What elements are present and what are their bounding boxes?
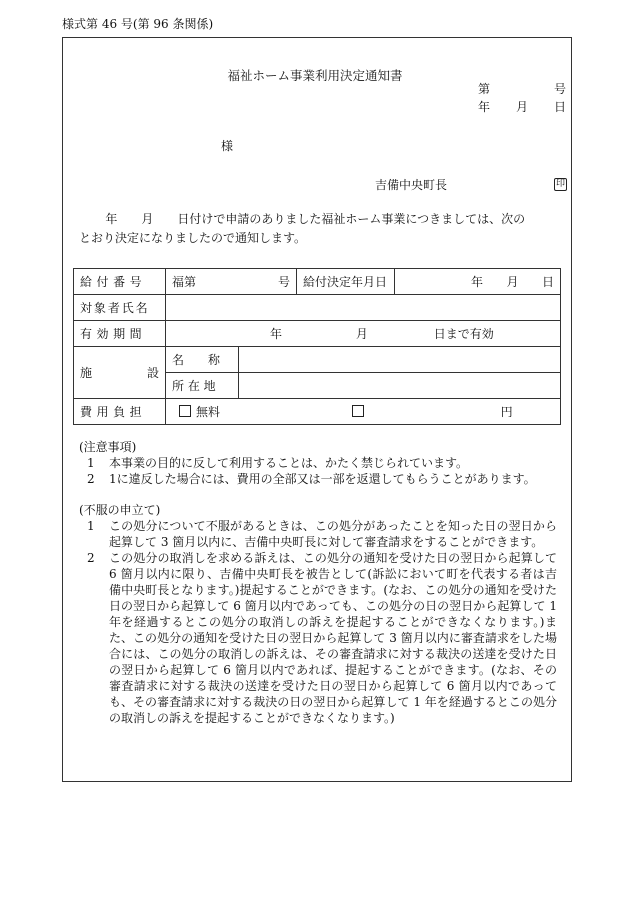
- list-item: [79, 518, 557, 550]
- kyufu-suffix: 号: [277, 275, 290, 289]
- recipient-suffix: 様: [221, 139, 234, 153]
- facility-name-label-cell: 名 称: [166, 347, 239, 373]
- period-label-cell: 有効期間: [74, 321, 166, 347]
- facility-label-2: 設: [146, 366, 159, 380]
- caution-item-text: 本事業の目的に反して利用することは、かたく禁じられています。: [109, 456, 469, 470]
- list-item: [79, 550, 557, 726]
- facility-name-value-cell[interactable]: [239, 347, 561, 373]
- name-value-cell[interactable]: [166, 295, 561, 321]
- kyufu-label-cell: 給付番号: [74, 269, 166, 295]
- facility-label-1: 施: [80, 366, 93, 380]
- document-title: 福祉ホーム事業利用決定通知書: [227, 68, 403, 83]
- table-row: [74, 295, 561, 321]
- table-row: [74, 399, 561, 425]
- caution-heading: (注意事項): [79, 440, 137, 454]
- intro-line-2: とおり決定になりましたので通知します。: [79, 231, 307, 245]
- decision-day: 日: [541, 275, 554, 289]
- yen-label: 円: [500, 405, 513, 419]
- sender-name: 吉備中央町長: [375, 178, 448, 192]
- intro-line-1: 年 月 日付けで申請のありました福祉ホーム事業につきましては、次の: [105, 212, 526, 226]
- free-checkbox[interactable]: [179, 405, 191, 417]
- appeal-item-number: 1: [87, 519, 95, 533]
- intro-paragraph: [79, 210, 557, 248]
- decision-month: 月: [506, 275, 519, 289]
- appeal-notes: [79, 502, 557, 726]
- decision-year: 年: [471, 275, 484, 289]
- caution-item-number: 2: [87, 472, 95, 486]
- document-date: [478, 98, 566, 115]
- period-value-cell[interactable]: [166, 321, 561, 347]
- details-table: [73, 268, 561, 425]
- form-number-label: 様式第 46 号(第 96 条関係): [62, 17, 214, 31]
- date-year: 年: [478, 100, 491, 114]
- document-number: [478, 80, 566, 97]
- date-month: 月: [515, 100, 528, 114]
- appeal-item-text: この処分の取消しを求める訴えは、この処分の通知を受けた日の翌日から起算して 6 箇月以内に限り、吉備中央町長を被告として(訴訟において町を代表する者は吉備中央町長となります。)提起することができます。(なお、この処分の通知を受けた日の翌日から起算して 6 箇月以内であっても、この処分の日の翌日から起算して 1 年を経過するとこの処分の取消しの訴えを提起することができなくなります。)また、この処分の通知を受けた日の翌日から起算して 3 箇月以内に審査請求をした場合には、この処分の取消しの訴えは、その審査請求に対する裁決の送達を受けた日の翌日から起算して 6 箇月以内であれば、提起することができます。(なお、その審査請求に対する裁決の送達を受けた日の翌日から起算して 6 箇月以内であっても、その審査請求に対する裁決の日の翌日から起算して 1 年を経過するとこの処分の取消しの訴えを提起することができなくなります。): [109, 551, 557, 725]
- kyufu-prefix: 福第: [172, 275, 197, 289]
- kyufu-number-cell[interactable]: [166, 269, 297, 295]
- cost-value-cell: [166, 399, 561, 425]
- free-label: 無料: [196, 405, 221, 419]
- date-day: 日: [553, 100, 566, 114]
- period-until: 日まで有効: [433, 327, 494, 341]
- facility-label-cell: [74, 347, 166, 399]
- number-prefix: 第: [478, 82, 491, 96]
- facility-address-value-cell[interactable]: [239, 373, 561, 399]
- decision-date-label-cell: 給付決定年月日: [297, 269, 395, 295]
- list-item: [79, 471, 557, 487]
- seal-icon: 印: [555, 179, 565, 189]
- table-row: [74, 347, 561, 373]
- period-year: 年: [270, 327, 283, 341]
- period-month: 月: [355, 327, 368, 341]
- appeal-item-number: 2: [87, 551, 95, 565]
- cost-label-cell: 費用負担: [74, 399, 166, 425]
- caution-item-number: 1: [87, 456, 95, 470]
- list-item: [79, 455, 557, 471]
- seal-mark: [554, 175, 567, 191]
- caution-notes: [79, 439, 557, 487]
- caution-item-text: 1に違反した場合には、費用の全部又は一部を返還してもらうことがあります。: [109, 472, 536, 486]
- decision-date-cell[interactable]: [395, 269, 561, 295]
- paid-checkbox[interactable]: [352, 405, 364, 417]
- facility-address-label-cell: 所 在 地: [166, 373, 239, 399]
- appeal-item-text: この処分について不服があるときは、この処分があったことを知った日の翌日から起算して 3 箇月以内に、吉備中央町長に対して審査請求をすることができます。: [109, 519, 557, 549]
- name-label-cell: 対象者氏名: [74, 295, 166, 321]
- number-suffix: 号: [553, 82, 566, 96]
- table-row: [74, 321, 561, 347]
- appeal-heading: (不服の申立て): [79, 503, 161, 517]
- table-row: [74, 269, 561, 295]
